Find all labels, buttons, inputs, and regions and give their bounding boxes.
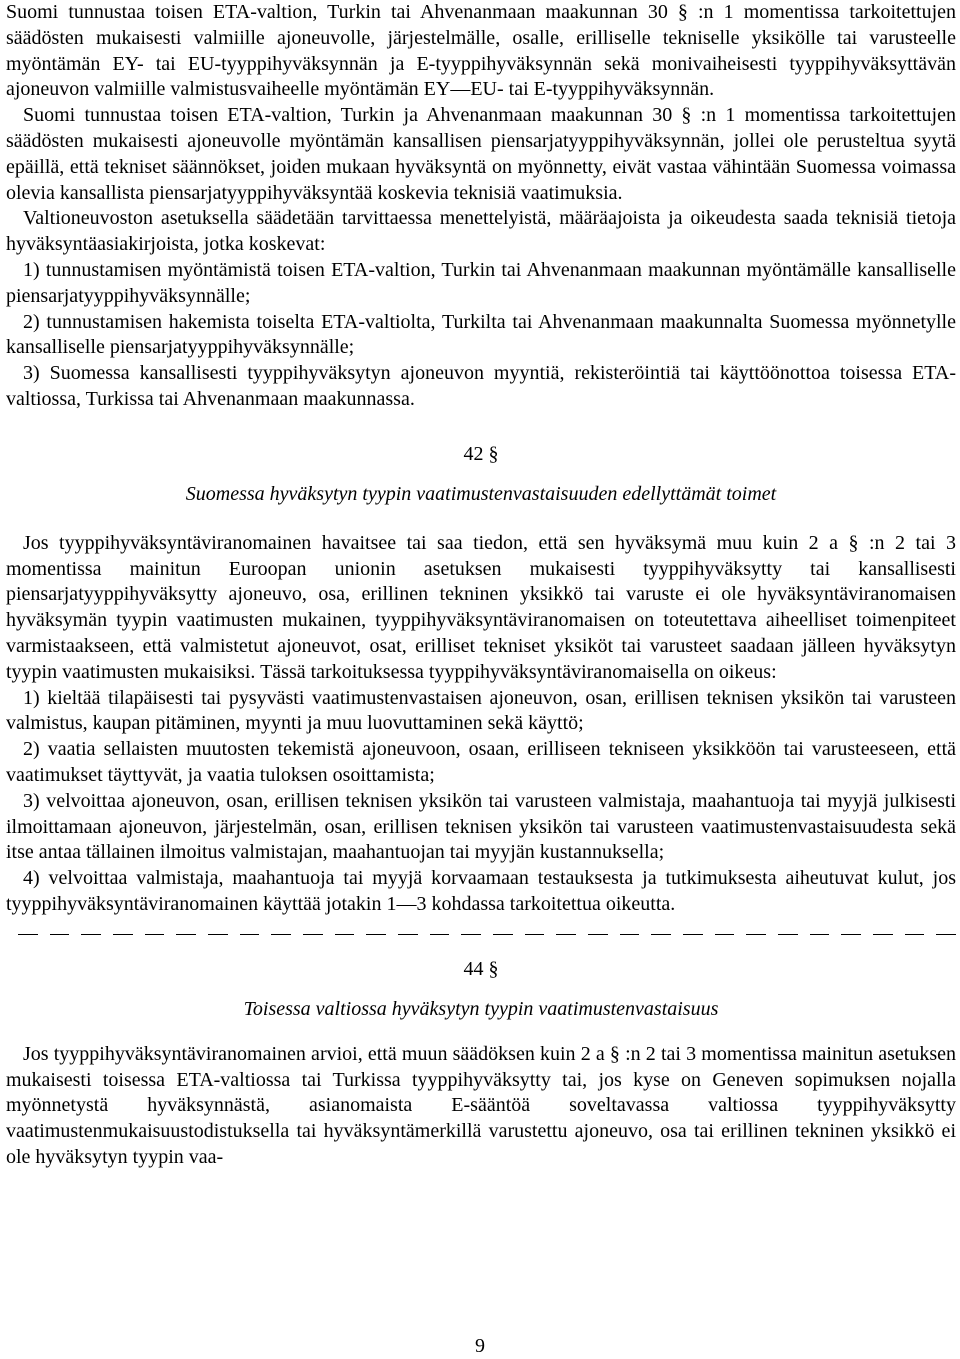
list-item: 3) Suomessa kansallisesti tyyppihyväksytyn ajoneuvon myyntiä, rekisteröintiä tai käyttöönottoa toisessa ETA-valtiossa, Turkissa tai Ahvenanmaan maakunnassa. <box>6 362 956 410</box>
list-item: 3) velvoittaa ajoneuvon, osan, erillisen teknisen yksikön tai varusteen valmistaja, maahantuoja tai myyjä julkisesti ilmoittamaan ajoneuvon, järjestelmän, osan, erillisen teknisen yksikön tai varusteen vaatimustenvastaisuudesta sekä itse antaa tällainen ilmoitus valmistajan, maahantuojan tai myyjän kustannuksella; <box>6 789 956 864</box>
page-number: 9 <box>475 1335 485 1357</box>
omission-dash-line <box>18 924 956 946</box>
list-item: 2) vaatia sellaisten muutosten tekemistä ajoneuvoon, osaan, erilliseen tekniseen yksikköön tai varusteeseen, että vaatimukset täyttyvät, ja vaatia tuloksen osoittamista; <box>6 738 956 786</box>
paragraph-government-decree: Valtioneuvoston asetuksella säädetään tarvittaessa menettelyistä, määräajoista ja oikeudesta saada teknisiä tietoja hyväksyntäasiakirjoista, jotka koskevat: <box>6 207 956 256</box>
document-page <box>6 0 956 1171</box>
section-number: 44 § <box>463 957 499 980</box>
section-paragraph: Jos tyyppihyväksyntäviranomainen arvioi, että muun säädöksen kuin 2 a § :n 2 tai 3 momentissa mainitun asetuksen mukaisesti toisessa ETA-valtiossa tai Turkissa tyyppihyväksytty tai, jos kyse on Geneven sopimuksen nojalla myönnetystä hyväksynnästä, asianomaista E-sääntöä soveltavassa valtiossa tyyppihyväksytty vaatimustenmukaisuustodistuksella tai hyväksyntämerkillä varustettu ajoneuvo, osa tai erillinen tekninen yksikkö ei ole hyväksytyn tyypin vaa- <box>6 1042 956 1168</box>
list-item: 1) kieltää tilapäisesti tai pysyvästi vaatimustenvastaisen ajoneuvon, osan, erillisen teknisen yksikön tai varusteen valmistus, kaupan pitäminen, myynti ja muu luovuttaminen sekä käyttö; <box>6 686 956 735</box>
paragraph-mutual-recognition-ec: Suomi tunnustaa toisen ETA-valtion, Turkin tai Ahvenanmaan maakunnan 30 § :n 1 momentissa tarkoitettujen säädösten mukaisesti valmiille ajoneuvolle, järjestelmälle, osalle, erilliselle tekniselle yksikölle tai varusteelle myöntämän EY- tai EU-tyyppihyväksynnän ja E-tyyppihyväksynnän sekä monivaiheisesti tyyppihyväksyttävän ajoneuvon valmiille valmistusvaiheelle myöntämän EY—EU- tai E-tyyppihyväksynnän. <box>6 1 956 101</box>
list-item: 2) tunnustamisen hakemista toiselta ETA-valtiolta, Turkilta tai Ahvenanmaan maakunnalta Suomessa myönnetylle kansalliselle piensarjatyyppihyväksynnälle; <box>6 310 956 359</box>
section-title: Suomessa hyväksytyn tyypin vaatimustenvastaisuuden edellyttämät toimet <box>185 482 777 505</box>
section-title: Toisessa valtiossa hyväksytyn tyypin vaatimustenvastaisuus <box>243 997 719 1020</box>
paragraph-mutual-recognition-small-series: Suomi tunnustaa toisen ETA-valtion, Turkin ja Ahvenanmaan maakunnan 30 § :n 1 momentissa tarkoitettujen säädösten mukaisesti ajoneuvolle myöntämän kansallisen piensarjatyyppihyväksynnän, jollei ole perusteltua syytä epäillä, että tekniset säännökset, joiden mukaan hyväksyntä on myönnetty, eivät vastaa vähintään Suomessa voimassa olevia kansallista piensarjatyyppihyväksyntää koskevia teknisiä vaatimuksia. <box>6 104 956 204</box>
list-item: 1) tunnustamisen myöntämistä toisen ETA-valtion, Turkin tai Ahvenanmaan maakunnan myöntämälle kansalliselle piensarjatyyppihyväksynnälle; <box>6 258 956 307</box>
section-paragraph: Jos tyyppihyväksyntäviranomainen havaitsee tai saa tiedon, että sen hyväksymä muu kuin 2 a § :n 2 tai 3 momentissa mainitun Euroopan unionin asetuksen mukaisesti tyyppihyväksytty tai kansallisesti piensarjatyyppihyväksytty ajoneuvo, osa, erillinen tekninen yksikkö tai varuste ei ole hyväksyntäviranomaisen hyväksymän tyypin vaatimusten mukainen, tyyppihyväksyntäviranomaisen on toteutettava aiheelliset toimenpiteet varmistaakseen, että valmistetut ajoneuvot, osat, erilliset tekniset yksiköt tai varusteet saadaan jälleen hyväksytyn tyypin vaatimusten mukaisiksi. Tässä tarkoituksessa tyyppihyväksyntäviranomaisella on oikeus: <box>6 531 956 683</box>
list-item: 4) velvoittaa valmistaja, maahantuoja tai myyjä korvaamaan testauksesta ja tutkimuksesta aiheutuvat kulut, jos tyyppihyväksyntäviranomainen käyttää jotakin 1—3 kohdassa tarkoitettua oikeutta. <box>6 867 956 915</box>
section-number: 42 § <box>463 442 499 465</box>
